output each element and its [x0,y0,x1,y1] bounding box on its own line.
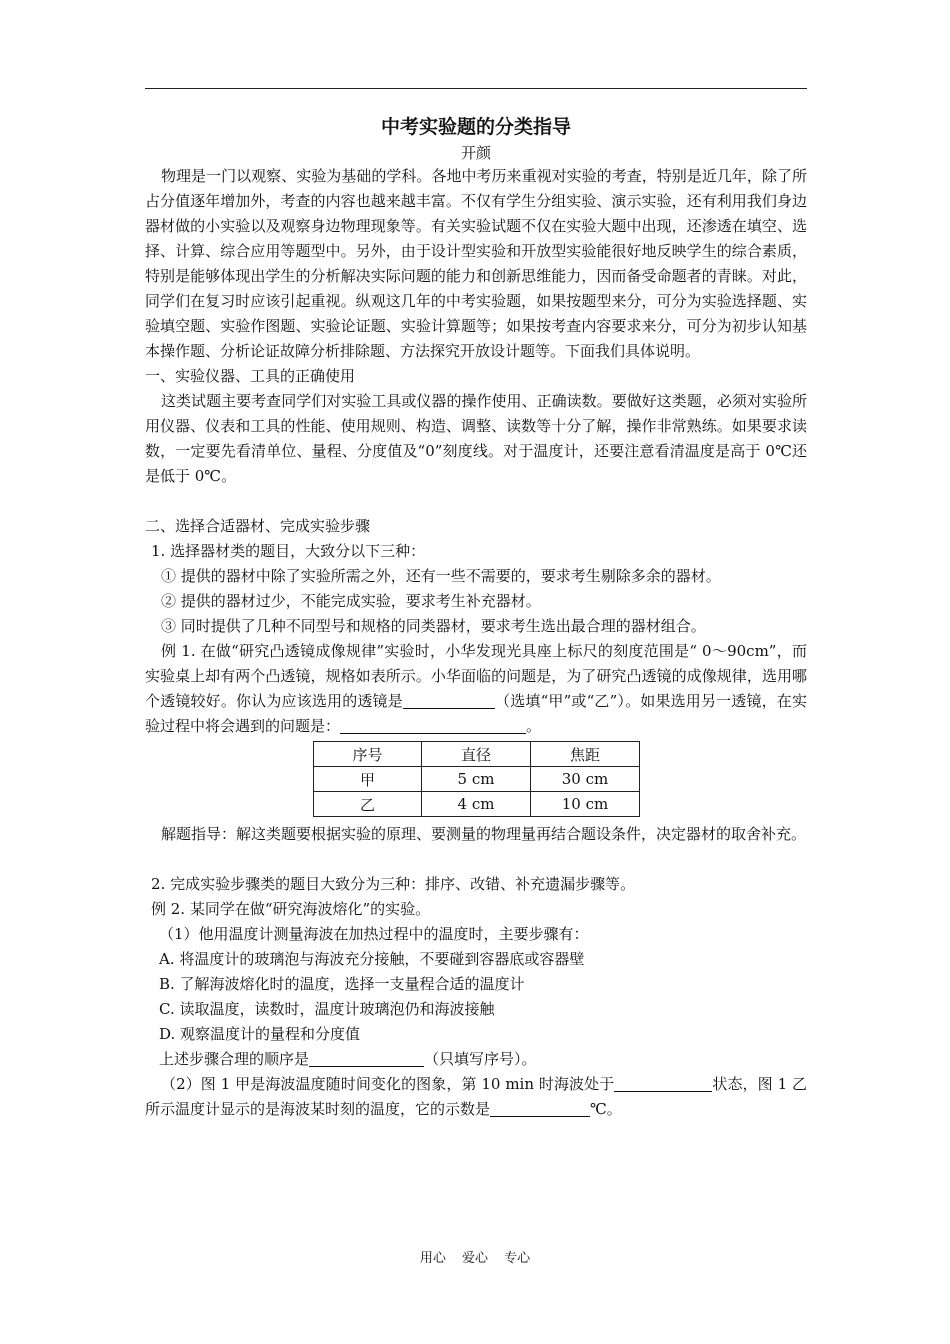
document-body [145,112,807,1122]
header-rule [145,88,807,89]
section1-heading: 一、实验仪器、工具的正确使用 [145,367,356,385]
table-cell: 乙 [314,792,422,817]
table-row [314,792,640,817]
example1-paragraph [145,639,807,739]
example2-question1: （1）他用温度计测量海波在加热过程中的温度时，主要步骤有： [159,925,589,943]
example2-intro: 例 2. 某同学在做“研究海波熔化”的实验。 [151,900,431,918]
guide-paragraph: 解题指导：解这类题要根据实验的原理、要测量的物理量再结合题设条件，决定器材的取舍补充。 [161,825,807,843]
table-header-row [314,742,640,767]
spacer [145,847,807,872]
table-cell: 30 cm [531,767,640,792]
table-header-cell: 序号 [314,742,422,767]
step-d: D. 观察温度计的量程和分度值 [159,1025,361,1043]
example2-question2 [145,1072,807,1122]
answer-blank-order[interactable] [309,1050,424,1067]
table-header-cell: 焦距 [531,742,640,767]
order-text-a: 上述步骤合理的顺序是 [159,1050,310,1068]
q2-text-b: 状态，图 1 乙所示温度计显示的是海波某时刻的温度，它的示数是 [145,1075,807,1118]
document-title: 中考实验题的分类指导 [380,116,571,138]
spacer [145,489,807,514]
page-footer: 用心 爱心 专心 [419,1251,531,1266]
answer-blank-lens[interactable] [403,692,495,709]
table-cell: 4 cm [422,792,531,817]
table-row [314,767,640,792]
section2-heading: 二、选择合适器材、完成实验步骤 [145,517,371,535]
intro-paragraph: 物理是一门以观察、实验为基础的学科。各地中考历来重视对实验的考查，特别是近几年，除了所占分值逐年增加外，考查的内容也越来越丰富。不仅有学生分组实验、演示实验，还有利用我们身边器材做的小实验以及观察身边物理现象等。有关实验试题不仅在实验大题中出现，还渗透在填空、选择、计算、综合应用等题型中。另外，由于设计型实验和开放型实验能很好地反映学生的综合素质，特别是能够体现出学生的分析解决实际问题的能力和创新思维能力，因而备受命题者的青睐。对此，同学们在复习时应该引起重视。纵观这几年的中考实验题，如果按题型来分，可分为实验选择题、实验填空题、实验作图题、实验论证题、实验计算题等；如果按考查内容要求来分，可分为初步认知基本操作题、分析论证故障分析排除题、方法探究开放设计题等。下面我们具体说明。 [145,167,807,360]
answer-blank-reading[interactable] [490,1100,590,1117]
section1-body: 这类试题主要考查同学们对实验工具或仪器的操作使用、正确读数。要做好这类题，必须对实验所用仪器、仪表和工具的性能、使用规则、构造、调整、读数等十分了解，操作非常熟练。如果要求读数，一定要先看清单位、量程、分度值及“0”刻度线。对于温度计，还要注意看清温度是高于 0℃还是低于 0℃。 [145,392,807,485]
option-3: ③ 同时提供了几种不同型号和规格的同类器材，要求考生选出最合理的器材组合。 [161,617,706,635]
table-header-cell: 直径 [422,742,531,767]
lens-table [313,741,640,817]
example1-text-b: （选填“甲”或“乙”）。如果选用另一透镜，在实验过程中将会遇到的问题是： [145,692,807,735]
item2: 2. 完成实验步骤类的题目大致分为三种：排序、改错、补充遗漏步骤等。 [151,875,636,893]
order-question [145,1047,807,1072]
answer-blank-problem[interactable] [340,717,526,734]
step-c: C. 读取温度，读数时，温度计玻璃泡仍和海波接触 [159,1000,495,1018]
q2-text-a: （2）图 1 甲是海波温度随时间变化的图象，第 10 min 时海波处于 [161,1075,615,1093]
step-b: B. 了解海波熔化时的温度，选择一支量程合适的温度计 [159,975,525,993]
option-1: ① 提供的器材中除了实验所需之外，还有一些不需要的，要求考生剔除多余的器材。 [161,567,721,585]
step-a: A. 将温度计的玻璃泡与海波充分接触，不要碰到容器底或容器壁 [159,950,585,968]
example1-text-c: 。 [526,717,542,735]
order-text-b: （只填写序号）。 [424,1050,537,1068]
author: 开颜 [460,144,491,162]
example1-text-a: 例 1. 在做“研究凸透镜成像规律”实验时，小华发现光具座上标尺的刻度范围是“ 0～90cm”，而实验桌上却有两个凸透镜，规格如表所示。小华面临的问题是，为了研究凸透镜的成像规律，选用哪个透镜较好。你认为应该选用的透镜是 [145,642,807,710]
item1: 1. 选择器材类的题目，大致分以下三种： [151,542,426,560]
q2-text-c: ℃。 [590,1100,622,1118]
table-cell: 甲 [314,767,422,792]
table-cell: 10 cm [531,792,640,817]
option-2: ② 提供的器材过少，不能完成实验，要求考生补充器材。 [161,592,541,610]
answer-blank-state[interactable] [614,1075,712,1092]
table-cell: 5 cm [422,767,531,792]
